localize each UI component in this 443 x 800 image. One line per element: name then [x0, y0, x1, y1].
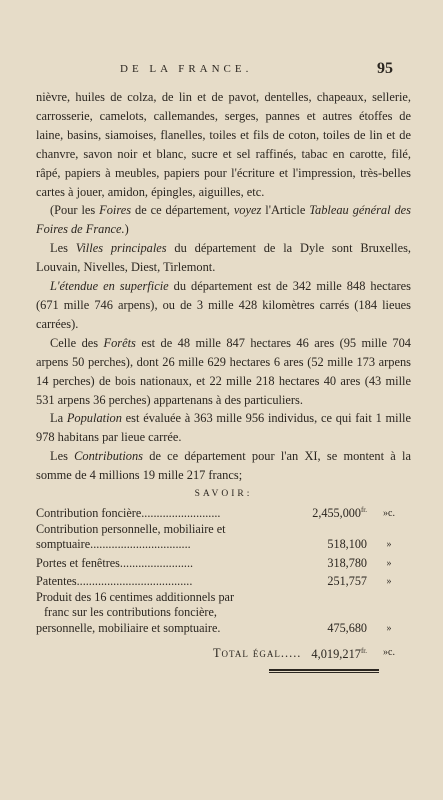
paragraph-population: La Population est évaluée à 363 mille 956 individus, ce qui fait 1 mille 978 habitans par lieue carrée. — [36, 411, 411, 445]
table-row — [36, 590, 411, 606]
paragraph-products: nièvre, huiles de colza, de lin et de pavot, dentelles, chapeaux, sellerie, carrosserie, camelots, callemandes, serges, pannes et autres étoffes de laine, basins, siamoises, flanelles, toiles et fils de coton, toiles de lin et de chanvre, savon noir et blanc, sucre et sel raffinés, tabac en carotte, filé, râpé, papiers à meubles, papiers pour l'écriture et l'impression, très-belles cartes à jouer, amidon, épingles, aiguilles, etc. — [36, 90, 411, 199]
page-body — [36, 88, 411, 673]
row-label: franc sur les contributions foncière, — [44, 605, 217, 620]
row-unit: » — [386, 576, 392, 588]
row-unit: » — [386, 539, 392, 551]
total-label: Total égal..... — [212, 645, 302, 660]
table-row — [36, 621, 411, 637]
savoir-heading: SAVOIR: — [194, 489, 253, 500]
table-row — [36, 605, 411, 621]
row-label: Produit des 16 centimes additionnels par — [36, 589, 235, 604]
row-label: personnelle, mobiliaire et somptuaire. — [36, 620, 221, 635]
row-label: Portes et fenêtres........................ — [36, 555, 194, 570]
paragraph-villes: Les Villes principales du département de la Dyle sont Bruxelles, Louvain, Nivelles, Diest, Tirlemont. — [36, 241, 411, 275]
row-unit: »c. — [383, 508, 395, 520]
table-row — [36, 522, 411, 538]
row-label: Contribution personnelle, mobiliaire et — [36, 521, 226, 536]
row-unit: » — [386, 557, 392, 569]
paragraph-foires: (Pour les Foires de ce département, voyez l'Article Tableau général des Foires de France.) — [36, 203, 411, 237]
row-amount: 475,680 — [327, 620, 367, 635]
total-row — [36, 642, 411, 664]
row-amount: 318,780 — [327, 555, 367, 570]
row-label: somptuaire................................. — [36, 537, 191, 552]
row-amount: 518,100 — [327, 537, 367, 552]
running-title: DE LA FRANCE. — [120, 63, 253, 75]
page-number: 95 — [377, 60, 393, 77]
paragraph-contributions: Les Contributions de ce département pour l'an XI, se montent à la somme de 4 millions 19 mille 217 francs; — [36, 449, 411, 483]
page-header — [60, 60, 393, 82]
contributions-table — [36, 503, 411, 636]
row-amount: $2,455,000^{fr.}$ — [312, 506, 367, 521]
row-unit: » — [386, 622, 392, 634]
total-rule — [269, 669, 379, 673]
table-row — [36, 503, 411, 522]
paragraph-forets: Celle des Forêts est de 48 mille 847 hectares 46 ares (95 mille 704 arpens 50 perches), dont 26 mille 629 hectares 6 ares (52 mille 173 arpens 14 perches) de bois nationaux, et 22 mille 218 hectares 40 ares (43 mille 531 arpens 36 perches) appartenans à des particuliers. — [36, 335, 411, 407]
table-row — [36, 574, 411, 590]
paragraph-etendue: L'étendue en superficie du département est de 342 mille 848 hectares (671 mille 746 arpens), ou de 3 mille 428 kilomètres carrés (184 lieues carrées). — [36, 279, 411, 331]
table-row — [36, 537, 411, 553]
row-amount: 251,757 — [327, 574, 367, 589]
row-label: Contribution foncière.......................... — [36, 506, 221, 521]
row-label: Patentes...................................... — [36, 574, 193, 589]
total-amount: $4,019,217^{fr.}$ — [311, 647, 367, 662]
total-unit: »c. — [383, 646, 395, 658]
table-row — [36, 556, 411, 572]
